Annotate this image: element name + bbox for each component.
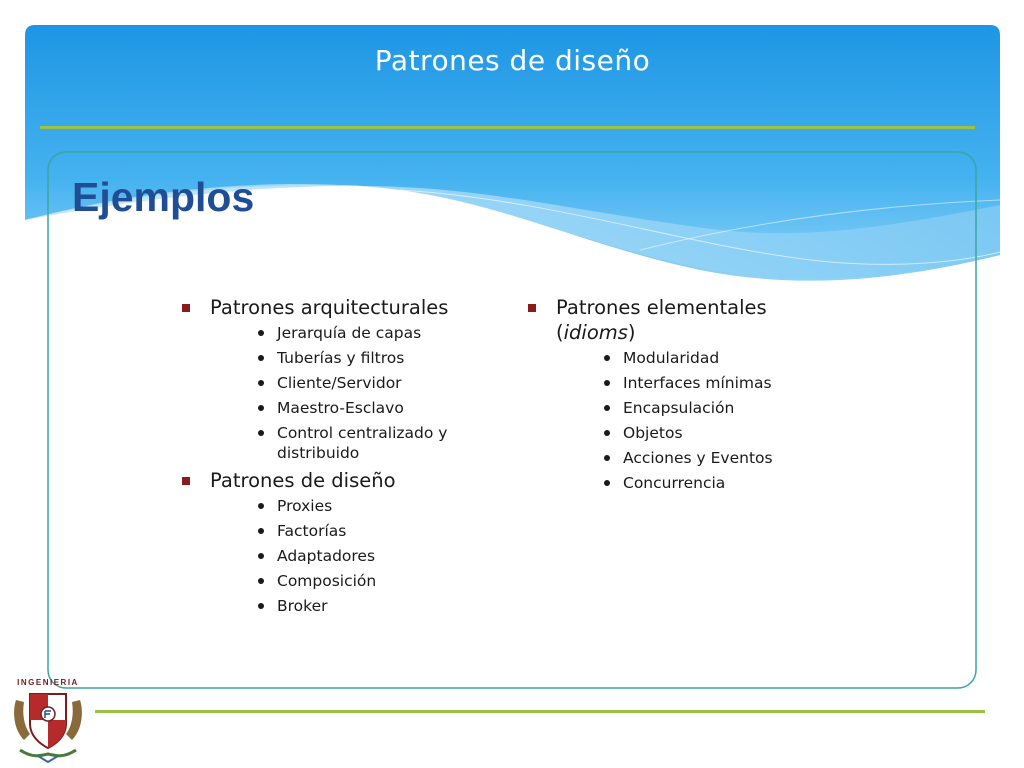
bullet-icon [258, 553, 264, 559]
bullet-icon [258, 405, 264, 411]
bullet-icon [258, 330, 264, 336]
section-label-close: ) [627, 321, 636, 344]
list-item-label: Composición [277, 572, 377, 590]
list-item-label: Objetos [623, 424, 683, 442]
list-item-label: Maestro-Esclavo [277, 399, 404, 417]
list-item-label: Cliente/Servidor [277, 374, 402, 392]
square-bullet-icon [528, 304, 536, 312]
list-item [592, 398, 826, 418]
bullet-icon [258, 603, 264, 609]
bullet-icon [258, 528, 264, 534]
bullet-list [592, 348, 826, 493]
square-bullet-icon [182, 304, 190, 312]
list-item [246, 521, 500, 541]
list-item-label: Acciones y Eventos [623, 449, 773, 467]
footer-rule [95, 710, 985, 713]
list-item-label: Interfaces mínimas [623, 374, 772, 392]
list-item [246, 373, 500, 393]
bullet-icon [604, 405, 610, 411]
list-item [246, 496, 500, 516]
list-item [246, 596, 500, 616]
list-item [246, 423, 500, 463]
list-item [246, 398, 500, 418]
list-item-label: Concurrencia [623, 474, 726, 492]
list-item-label: Factorías [277, 522, 347, 540]
bullet-icon [258, 380, 264, 386]
section-heading [180, 295, 500, 320]
left-column [180, 295, 500, 621]
logo-text: INGENIERIA [17, 678, 79, 687]
slide-heading: Ejemplos [72, 174, 255, 220]
shield-crest-icon [10, 678, 86, 764]
list-item-label: Jerarquía de capas [277, 324, 422, 342]
list-item [592, 448, 826, 468]
section-label: Patrones elementales [556, 296, 767, 319]
section-heading [526, 295, 826, 345]
section-label-open: ( [556, 321, 564, 344]
section-heading [180, 468, 500, 493]
bullet-icon [604, 355, 610, 361]
bullet-icon [604, 455, 610, 461]
right-column [526, 295, 826, 498]
list-item-label: Modularidad [623, 349, 720, 367]
bullet-icon [258, 578, 264, 584]
list-item [246, 323, 500, 343]
list-item [592, 373, 826, 393]
section-label: Patrones arquitecturales [210, 296, 449, 319]
bullet-icon [604, 380, 610, 386]
square-bullet-icon [182, 477, 190, 485]
list-item [592, 473, 826, 493]
header-rule [40, 126, 975, 129]
list-item-label: Broker [277, 597, 328, 615]
bullet-icon [258, 503, 264, 509]
section-label: Patrones de diseño [210, 469, 396, 492]
bullet-icon [604, 430, 610, 436]
list-item-label: Encapsulación [623, 399, 735, 417]
list-item-label: Adaptadores [277, 547, 376, 565]
bullet-list [246, 323, 500, 463]
faculty-logo [10, 678, 86, 764]
list-item-label: Control centralizado y distribuido [277, 424, 448, 462]
list-item-label: Proxies [277, 497, 333, 515]
bullet-icon [604, 480, 610, 486]
bullet-list [246, 496, 500, 616]
list-item [246, 348, 500, 368]
list-item [592, 423, 826, 443]
list-item-label: Tuberías y filtros [277, 349, 405, 367]
list-item [246, 571, 500, 591]
list-item [592, 348, 826, 368]
list-item [246, 546, 500, 566]
section-label-emphasis: idioms [563, 321, 628, 344]
bullet-icon [258, 430, 264, 436]
bullet-icon [258, 355, 264, 361]
slide-title: Patrones de diseño [374, 44, 651, 77]
